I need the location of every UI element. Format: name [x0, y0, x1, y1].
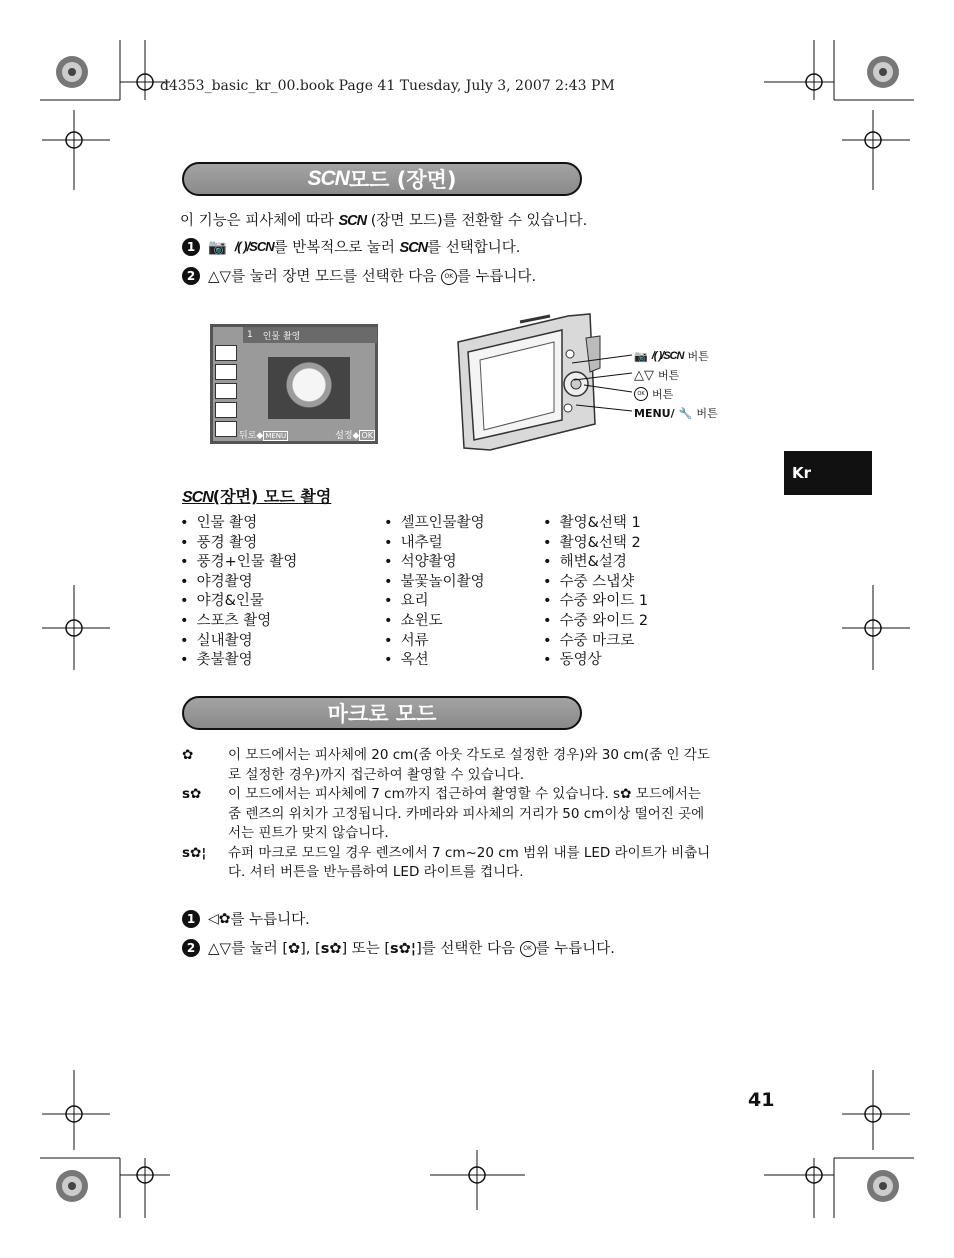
text-line: 슈퍼 마크로 모드일 경우 렌즈에서 7 cm~20 cm 범위 내를 LED 라이트가 비춥니 — [228, 844, 711, 861]
macro-description-text — [228, 785, 704, 844]
lcd-mode-icons — [215, 345, 237, 440]
lcd-bottom-bar: 뒤로◆ MENU 설정◆ OK — [239, 430, 373, 441]
scn-list-item: • 내추럴 — [384, 534, 485, 554]
macro-description-text — [228, 746, 710, 785]
scn-list-item: • 수중 마크로 — [543, 632, 648, 652]
scn-list-item: • 스포츠 촬영 — [180, 612, 297, 632]
callout-mode-button: 📷 /( )/SCN 버튼 — [634, 349, 709, 363]
scn-list-item: • 동영상 — [543, 651, 648, 671]
page-number: 41 — [748, 1089, 775, 1111]
scn-list-item: • 촬영&선택 1 — [543, 514, 648, 534]
lcd-title-bar: 1 인물 촬영 — [243, 327, 377, 343]
text-line: 다. 셔터 버튼을 반누름하여 LED 라이트를 켭니다. — [228, 864, 524, 880]
step-number: 2 — [182, 267, 200, 285]
scn-list-heading: SCN(장면) 모드 촬영 — [182, 487, 332, 506]
sample-photo — [268, 357, 350, 419]
callout-arrow-buttons: △▽ 버튼 — [634, 367, 680, 383]
landscape-portrait-icon — [215, 383, 237, 399]
scn-list-item: • 촬영&선택 2 — [543, 534, 648, 554]
scn-list-item: • 야경촬영 — [180, 573, 297, 593]
scn-list-item: • 수중 와이드 2 — [543, 612, 648, 632]
text-line: 서는 핀트가 맞지 않습니다. — [228, 825, 389, 841]
scn-list-col-2 — [384, 514, 485, 671]
night-portrait-icon — [215, 421, 237, 437]
callout-menu-button: MENU/ 🔧 버튼 — [634, 406, 718, 420]
scn-list-item: • 셀프인물촬영 — [384, 514, 485, 534]
landscape-icon — [215, 364, 237, 380]
mode-keys: /( )/SCN — [234, 239, 274, 254]
lcd-screen-illustration — [210, 324, 378, 444]
scn-list-item: • 촛불촬영 — [180, 651, 297, 671]
portrait-icon — [215, 345, 237, 361]
wrench-icon: 🔧 — [678, 406, 693, 420]
callout-leader-lines — [570, 345, 634, 415]
scn-step-2: 2 △▽ 를 눌러 장면 모드를 선택한 다음 OK 를 누릅니다. — [182, 265, 536, 286]
left-arrow-macro-icon: ◁✿ — [208, 910, 231, 927]
scn-list-col-1 — [180, 514, 297, 671]
text-line: 줌 렌즈의 위치가 고정됩니다. 카메라와 피사체의 거리가 50 cm이상 떨어진 곳에 — [228, 805, 705, 822]
scn-section-title — [182, 162, 582, 196]
macro-mode-icon: s✿ — [182, 786, 202, 802]
callout-ok-button: OK 버튼 — [634, 386, 673, 402]
macro-section-title: 마크로 모드 — [182, 696, 582, 730]
macro-description-row — [182, 785, 782, 844]
ok-func-icon: OK — [634, 387, 648, 401]
up-down-arrow-icon: △▽ — [634, 367, 654, 383]
scn-list-item: • 수중 스냅샷 — [543, 573, 648, 593]
macro-description-row — [182, 746, 782, 785]
step-number: 2 — [182, 939, 200, 957]
macro-mode-icon: s✿¦ — [182, 844, 207, 861]
macro-step-2: 2 △▽ 를 눌러 [✿], [s✿] 또는 [s✿¦]를 선택한 다음 OK 를 누릅니다. — [182, 937, 615, 958]
up-down-arrow-icon: △▽ — [208, 266, 232, 285]
step-number: 1 — [182, 910, 200, 928]
scn-inline-label: SCN — [338, 213, 367, 229]
scn-list-item: • 해변&설경 — [543, 553, 648, 573]
scn-title-rest: 모드 (장면) — [348, 168, 457, 192]
text-line: 로 설정한 경우)까지 접근하여 촬영할 수 있습니다. — [228, 766, 525, 783]
scn-list-item: • 쇼윈도 — [384, 612, 485, 632]
camera-icon: 📷 — [634, 349, 648, 363]
camera-icon: 📷 — [208, 237, 227, 256]
language-tab: Kr — [784, 451, 872, 495]
scn-list-item: • 인물 촬영 — [180, 514, 297, 534]
macro-step-1: 1 ◁✿ 를 누릅니다. — [182, 908, 310, 929]
text-line: 이 모드에서는 피사체에 20 cm(줌 아웃 각도로 설정한 경우)와 30 cm(줌 인 각도 — [228, 747, 710, 763]
text-line: 이 모드에서는 피사체에 7 cm까지 접근하여 촬영할 수 있습니다. s✿ 모드에서는 — [228, 786, 701, 802]
macro-description-text — [228, 844, 710, 883]
scn-list-item: • 풍경+인물 촬영 — [180, 553, 297, 573]
macro-descriptions — [182, 746, 782, 883]
scn-title-label: SCN — [307, 167, 349, 190]
macro-description-row — [182, 844, 782, 883]
macro-mode-icon: ✿ — [182, 747, 194, 763]
file-info-line: d4353_basic_kr_00.book Page 41 Tuesday, July 3, 2007 2:43 PM — [160, 78, 615, 94]
scn-list-item: • 풍경 촬영 — [180, 534, 297, 554]
scn-list-item: • 옥션 — [384, 651, 485, 671]
scn-list-item: • 석양촬영 — [384, 553, 485, 573]
scn-step-1: 1 📷 /( )/SCN 를 반복적으로 눌러 SCN를 선택합니다. — [182, 236, 520, 257]
step-number: 1 — [182, 238, 200, 256]
scn-intro: 이 기능은 피사체에 따라 SCN (장면 모드)를 전환할 수 있습니다. — [180, 213, 588, 229]
scn-list-col-3 — [543, 514, 648, 671]
scn-list-item: • 요리 — [384, 592, 485, 612]
scn-list-item: • 야경&인물 — [180, 592, 297, 612]
ok-func-icon: OK — [520, 941, 536, 957]
scn-list-item: • 실내촬영 — [180, 632, 297, 652]
scn-list-item: • 서류 — [384, 632, 485, 652]
scn-list-item: • 수중 와이드 1 — [543, 592, 648, 612]
night-scene-icon — [215, 402, 237, 418]
scn-list-item: • 불꽃놀이촬영 — [384, 573, 485, 593]
ok-func-icon: OK — [441, 269, 457, 285]
up-down-arrow-icon: △▽ — [208, 938, 232, 957]
